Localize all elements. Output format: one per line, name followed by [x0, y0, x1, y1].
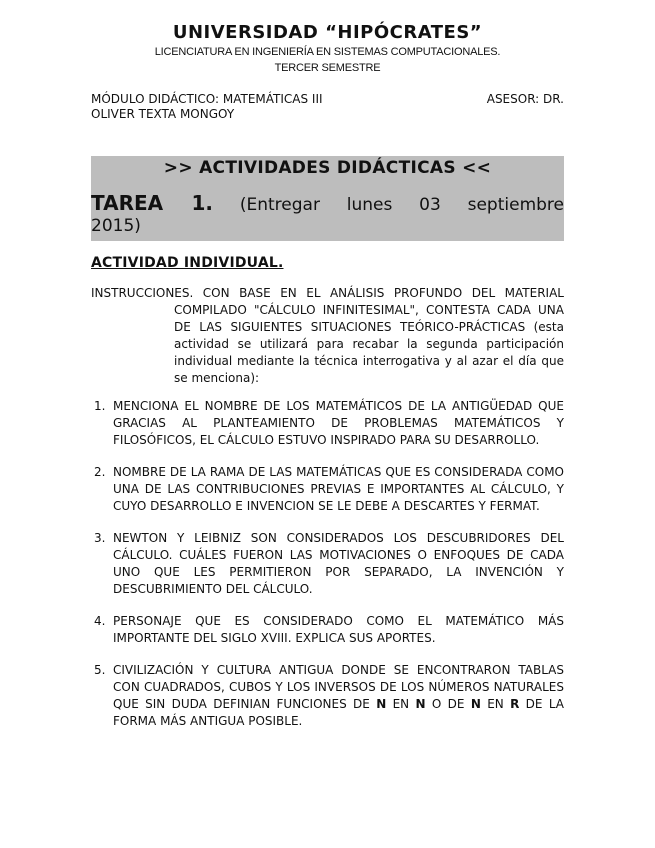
instructions-body: COMPILADO "CÁLCULO INFINITESIMAL", CONTESTA CADA UNA DE LAS SIGUIENTES SITUACIONES TEÓRICO-PRÁCTICAS (esta actividad se utilizará para recabar la segunda participación individual mediante la técnica interrogativa y al azar el día que se menciona):	[174, 303, 564, 385]
banner-title: >> ACTIVIDADES DIDÁCTICAS <<	[163, 158, 492, 178]
question-text: NOMBRE DE LA RAMA DE LAS MATEMÁTICAS QUE ES CONSIDERADA COMO UNA DE LAS CONTRIBUCIONES PREVIAS E IMPORTANTES AL CÁLCULO, Y CUYO DESARROLLO E INVENCION SE LE DEBE A DESCARTES Y FERMAT.	[113, 465, 564, 513]
question-list	[91, 398, 564, 745]
course-meta	[91, 92, 564, 122]
q5-text-part: EN	[480, 697, 511, 711]
document-header	[91, 22, 564, 76]
list-item	[91, 613, 564, 647]
advisor-name: OLIVER TEXTA MONGOY	[91, 107, 235, 121]
task-note-year: 2015)	[91, 216, 141, 236]
question-text: PERSONAJE QUE ES CONSIDERADO COMO EL MATEMÁTICO MÁS IMPORTANTE DEL SIGLO XVIII. EXPLICA SUS APORTES.	[113, 614, 564, 645]
question-number: 1.	[94, 399, 106, 413]
set-symbol: N	[470, 697, 481, 711]
activities-banner	[91, 156, 564, 241]
activity-heading: ACTIVIDAD INDIVIDUAL.	[91, 255, 284, 271]
q5-text-part: DE LA FORMA MÁS ANTIGUA POSIBLE.	[113, 697, 565, 728]
program-name: LICENCIATURA EN INGENIERÍA EN SISTEMAS COMPUTACIONALES.	[154, 46, 501, 58]
q5-text-part: EN	[386, 697, 416, 711]
q5-text-part: O DE	[425, 697, 471, 711]
list-item	[91, 398, 564, 449]
question-number: 2.	[94, 465, 106, 479]
module-name: MÓDULO DIDÁCTICO: MATEMÁTICAS III	[91, 92, 323, 106]
set-symbol: N	[415, 697, 426, 711]
question-text: NEWTON Y LEIBNIZ SON CONSIDERADOS LOS DESCUBRIDORES DEL CÁLCULO. CUÁLES FUERON LAS MOTIVACIONES O ENFOQUES DE CADA UNO QUE LES PERMITIERON POR SEPARADO, LA INVENCIÓN Y DESCUBRIMIENTO DEL CÁLCULO.	[113, 531, 564, 596]
question-number: 4.	[94, 614, 106, 628]
instructions-first-line: INSTRUCCIONES. CON BASE EN EL ANÁLISIS PROFUNDO DEL MATERIAL	[91, 286, 564, 300]
set-symbol: R	[510, 697, 520, 711]
q5-text-part: CIVILIZACIÓN Y CULTURA ANTIGUA DONDE SE ENCONTRARON TABLAS CON CUADRADOS, CUBOS Y LOS INVERSOS DE LOS NÚMEROS NATURALES QUE SIN DUDA DEFINIAN FUNCIONES DE	[113, 663, 564, 711]
set-symbol: N	[376, 697, 387, 711]
list-item	[91, 464, 564, 515]
list-item	[91, 530, 564, 598]
question-number: 3.	[94, 531, 106, 545]
question-number: 5.	[94, 663, 106, 677]
question-text: MENCIONA EL NOMBRE DE LOS MATEMÁTICOS DE LA ANTIGÜEDAD QUE GRACIAS AL PLANTEAMIENTO DE PROBLEMAS MATEMÁTICOS Y FILOSÓFICOS, EL CÁLCULO ESTUVO INSPIRADO PARA SU DESARROLLO.	[113, 399, 564, 447]
task-label: TAREA 1.	[91, 191, 214, 215]
semester: TERCER SEMESTRE	[274, 62, 381, 74]
list-item	[91, 662, 564, 730]
advisor-label: ASESOR: DR.	[486, 92, 564, 106]
task-line	[91, 192, 564, 216]
question-text	[113, 662, 564, 730]
task-note: (Entregar lunes 03 septiembre	[239, 195, 564, 215]
instructions	[91, 285, 564, 387]
university-name: UNIVERSIDAD “HIPÓCRATES”	[172, 22, 483, 43]
